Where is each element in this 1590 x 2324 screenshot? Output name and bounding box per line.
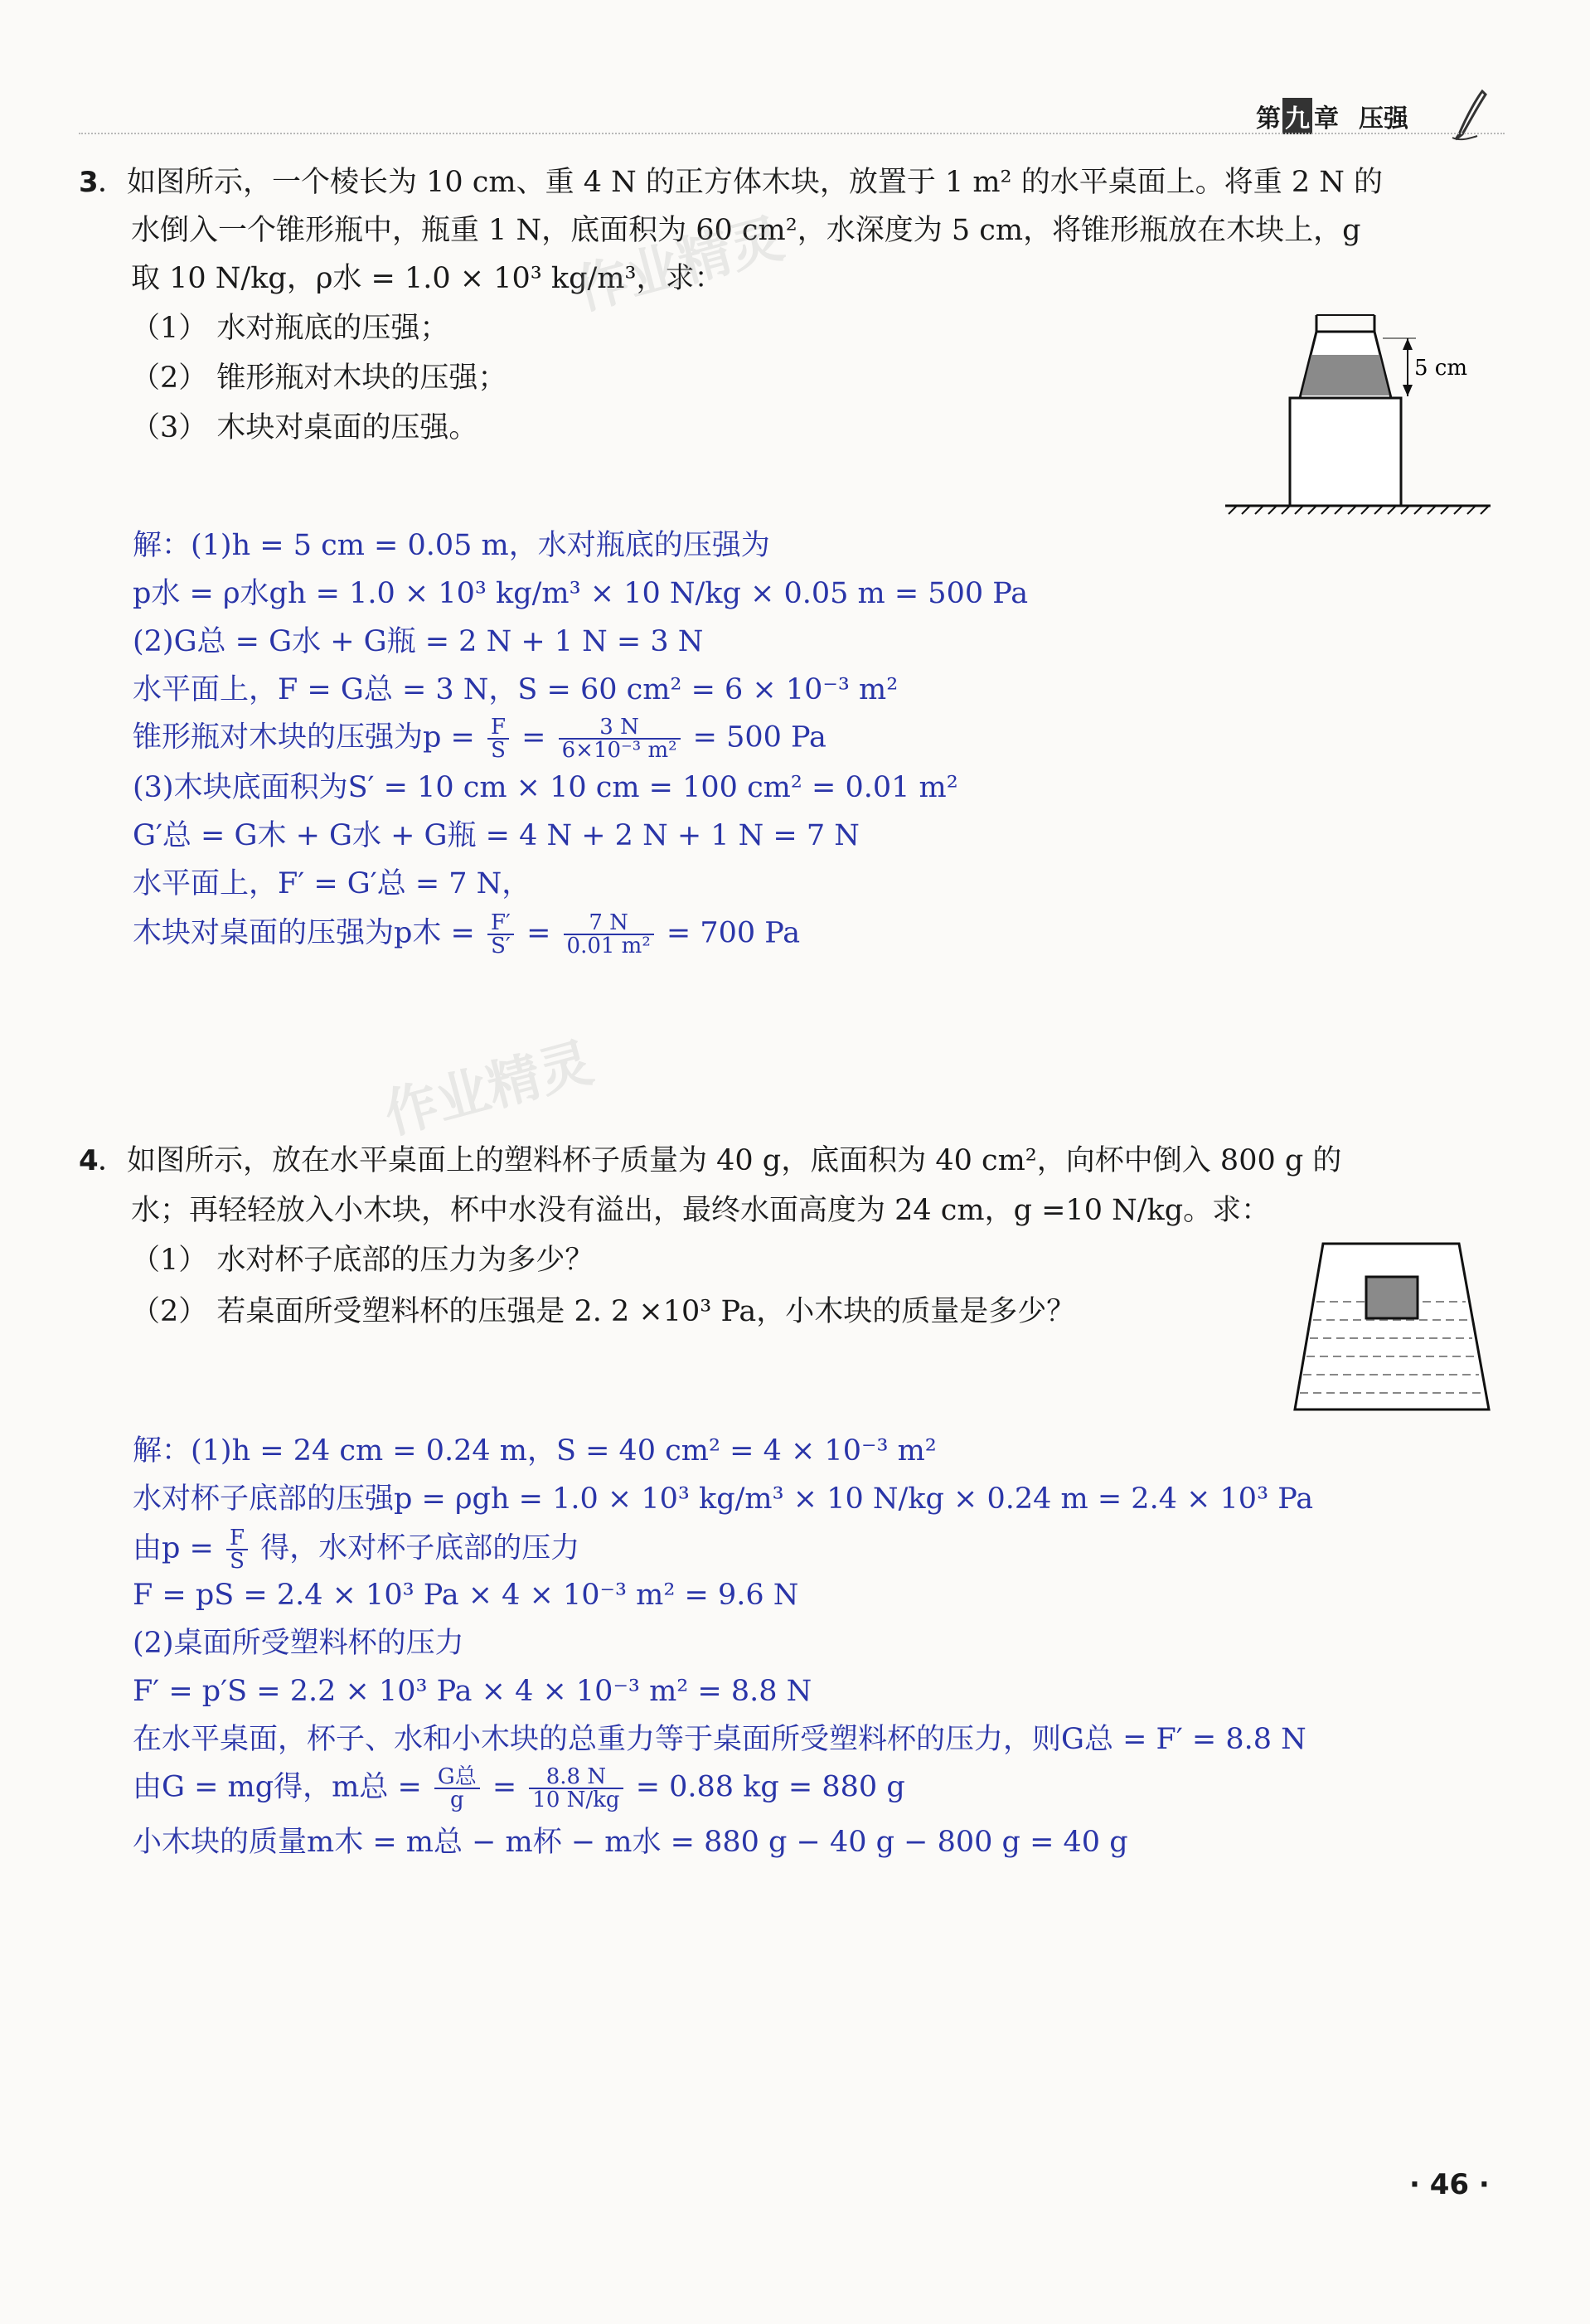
q3-solution-1: 解：(1)h = 5 cm = 0.05 m，水对瓶底的压强为 bbox=[133, 529, 770, 562]
small-wood-block bbox=[1366, 1277, 1418, 1318]
frac-den: S′ bbox=[491, 934, 511, 958]
q3-sub-1: （1） 水对瓶底的压强； bbox=[131, 312, 449, 345]
frac-den: g bbox=[449, 1788, 464, 1812]
frac-den: 10 N/kg bbox=[532, 1788, 620, 1812]
fraction bbox=[529, 1766, 623, 1811]
wood-block bbox=[1290, 398, 1401, 506]
depth-label: 5 cm bbox=[1414, 356, 1468, 381]
watermark: 作业精灵 bbox=[378, 1031, 599, 1147]
q4-solution-3 bbox=[133, 1527, 579, 1572]
q3-sub-2: （2） 锥形瓶对木块的压强； bbox=[131, 361, 507, 395]
pen-icon bbox=[1449, 86, 1491, 144]
q4-solution-7: 在水平桌面，杯子、水和小木块的总重力等于桌面所受塑料杯的压力，则G总 = F′ = 8.8 N bbox=[133, 1723, 1306, 1756]
header-divider bbox=[79, 133, 1505, 134]
q3-line-3: 取 10 N/kg，ρ水 = 1.0 × 10³ kg/m³，求： bbox=[131, 262, 724, 295]
frac-num: F′ bbox=[487, 912, 514, 935]
q4-solution-4: F = pS = 2.4 × 10³ Pa × 4 × 10⁻³ m² = 9.6 N bbox=[133, 1579, 799, 1612]
q3-solution-2: p水 = ρ水gh = 1.0 × 10³ kg/m³ × 10 N/kg × 0.05 m = 500 Pa bbox=[133, 577, 1029, 610]
q4-solution-8: 由G = mg得，m总 = $\frac{\text{G总}}{g}$ = $\frac{8.8 N}{10 N/kg}$ = 0.88 kg = 880 g bbox=[133, 1764, 905, 1812]
q3-solution-3: (2)G总 = G水 + G瓶 = 2 N + 1 N = 3 N bbox=[133, 625, 704, 658]
q3-solution-6: (3)木块底面积为S′ = 10 cm × 10 cm = 100 cm² = 0.01 m² bbox=[133, 771, 958, 804]
fraction bbox=[434, 1766, 480, 1811]
q3-s5-pre: 锥形瓶对木块的压强为p = bbox=[133, 720, 475, 754]
frac-num: F bbox=[487, 716, 509, 740]
q4-sub-2: （2） 若桌面所受塑料杯的压强是 2. 2 ×10³ Pa，小木块的质量是多少？ bbox=[131, 1295, 1076, 1328]
chapter-suffix: 章 bbox=[1314, 104, 1339, 133]
frac-num: G总 bbox=[434, 1766, 480, 1789]
fraction bbox=[564, 912, 654, 957]
fraction bbox=[487, 716, 509, 761]
q3-s5-post: = 500 Pa bbox=[692, 720, 827, 754]
q3-solution-9: 木块对桌面的压强为p木 = $\frac{F'}{S'}$ = $\frac{7 N}{\text{0.01 m²}}$ = 700 Pa bbox=[133, 910, 801, 958]
q3-number: 3 bbox=[79, 166, 99, 199]
q3-line-2: 水倒入一个锥形瓶中，瓶重 1 N，底面积为 60 cm²，水深度为 5 cm，将锥形瓶放在木块上，g bbox=[131, 214, 1361, 247]
flask-water bbox=[1302, 355, 1389, 395]
q4-figure bbox=[1293, 1235, 1500, 1418]
q4-line-1: ．如图所示，放在水平桌面上的塑料杯子质量为 40 g，底面积为 40 cm²，向杯中倒入 800 g 的 bbox=[98, 1144, 1342, 1177]
q4-solution-2: 水对杯子底部的压强p = ρgh = 1.0 × 10³ kg/m³ × 10 N/kg × 0.24 m = 2.4 × 10³ Pa bbox=[133, 1482, 1314, 1516]
q4-number: 4 bbox=[79, 1144, 99, 1177]
q4-line-2: 水；再轻轻放入小木块，杯中水没有溢出，最终水面高度为 24 cm，g =10 N/kg。求： bbox=[131, 1194, 1271, 1227]
q4-solution-6: F′ = p′S = 2.2 × 10³ Pa × 4 × 10⁻³ m² = 8.8 N bbox=[133, 1675, 812, 1708]
frac-den: S bbox=[230, 1549, 245, 1574]
frac-num: 3 N bbox=[559, 716, 681, 740]
q3-s9-pre: 木块对桌面的压强为p木 = bbox=[133, 916, 475, 950]
q4-solution-5: (2)桌面所受塑料杯的压力 bbox=[133, 1627, 464, 1660]
frac-den: S bbox=[491, 738, 506, 763]
chapter-number: 九 bbox=[1282, 98, 1312, 134]
frac-num: 8.8 N bbox=[529, 1766, 623, 1789]
frac-num: 7 N bbox=[564, 912, 654, 935]
q4-s3-post: 得，水对杯子底部的压力 bbox=[260, 1531, 580, 1565]
frac-num: F bbox=[226, 1527, 248, 1550]
q3-solution-5: 锥形瓶对木块的压强为p = $\frac{F}{S}$ = $\frac{3 N}{\text{6×10⁻³ m²}}$ = 500 Pa bbox=[133, 715, 827, 763]
q4-sub-1: （1） 水对杯子底部的压力为多少？ bbox=[131, 1244, 594, 1277]
q3-line-1: ．如图所示，一个棱长为 10 cm、重 4 N 的正方体木块，放置于 1 m² 的水平桌面上。将重 2 N 的 bbox=[98, 166, 1383, 199]
chapter-topic: 压强 bbox=[1359, 104, 1408, 133]
page-number: · 46 · bbox=[1409, 2168, 1490, 2201]
fraction bbox=[559, 716, 681, 761]
q4-s8-pre: 由G = mg得，m总 = bbox=[133, 1770, 422, 1804]
watermark: 作业精灵 bbox=[569, 207, 790, 323]
q3-s9-post: = 700 Pa bbox=[666, 916, 801, 950]
q4-solution-9: 小木块的质量m木 = m总 − m杯 − m水 = 880 g − 40 g − 800 g = 40 g bbox=[133, 1826, 1128, 1859]
chapter-header bbox=[1256, 98, 1408, 134]
q3-solution-8: 水平面上，F′ = G′总 = 7 N， bbox=[133, 867, 531, 900]
q4-s3-pre: 由p = bbox=[133, 1531, 214, 1565]
q3-figure bbox=[1217, 307, 1499, 522]
q4-s8-post: = 0.88 kg = 880 g bbox=[635, 1770, 905, 1804]
frac-den: 6×10⁻³ m² bbox=[561, 738, 677, 763]
q3-sub-3: （3） 木块对桌面的压强。 bbox=[131, 411, 478, 444]
fraction bbox=[226, 1527, 248, 1572]
fraction bbox=[487, 912, 514, 957]
plastic-cup bbox=[1295, 1244, 1489, 1409]
q3-solution-4: 水平面上，F = G总 = 3 N，S = 60 cm² = 6 × 10⁻³ m² bbox=[133, 673, 899, 706]
chapter-prefix: 第 bbox=[1256, 104, 1281, 133]
q3-solution-7: G′总 = G木 + G水 + G瓶 = 4 N + 2 N + 1 N = 7 N bbox=[133, 819, 860, 852]
frac-den: 0.01 m² bbox=[566, 934, 651, 958]
q4-solution-1: 解：(1)h = 24 cm = 0.24 m，S = 40 cm² = 4 × 10⁻³ m² bbox=[133, 1434, 937, 1468]
